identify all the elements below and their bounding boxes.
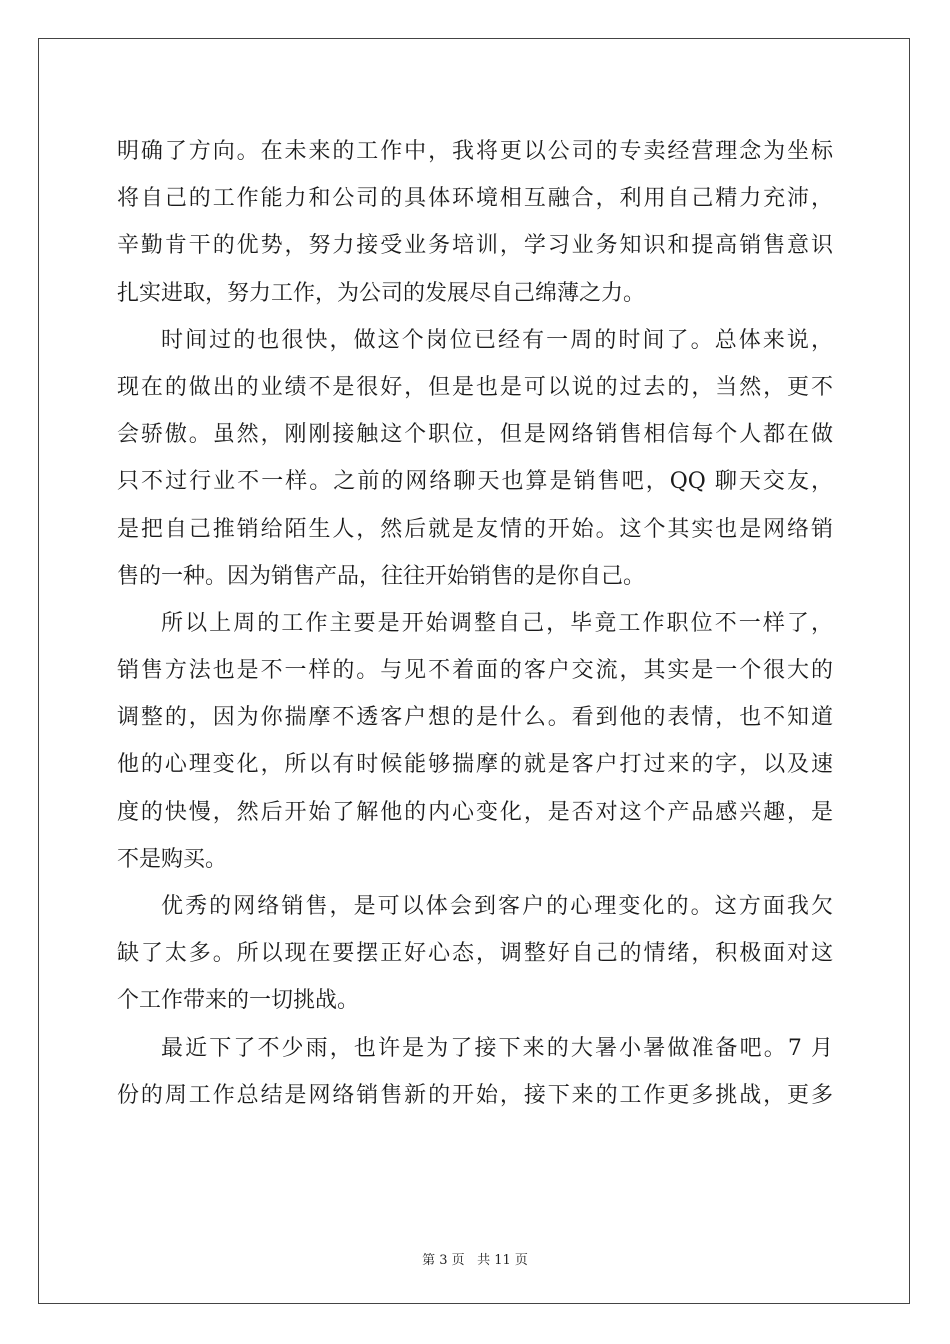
text-line: 会骄傲。虽然，刚刚接触这个职位，但是网络销售相信每个人都在做 <box>117 422 833 448</box>
text-line: 销售方法也是不一样的。与见不着面的客户交流，其实是一个很大的 <box>117 658 833 684</box>
text-line: 是把自己推销给陌生人，然后就是友情的开始。这个其实也是网络销 <box>117 516 833 542</box>
page-total: 共 11 页 <box>477 1253 528 1268</box>
text-line: 将自己的工作能力和公司的具体环境相互融合，利用自己精力充沛， <box>117 186 833 212</box>
text-line: 个工作带来的一切挑战。 <box>117 988 360 1014</box>
text-line: 现在的做出的业绩不是很好，但是也是可以说的过去的，当然，更不 <box>117 374 833 400</box>
text-line: 不是购买。 <box>117 846 228 872</box>
text-line: 缺了太多。所以现在要摆正好心态，调整好自己的情绪，积极面对这 <box>117 941 833 967</box>
text-line: 所以上周的工作主要是开始调整自己，毕竟工作职位不一样了， <box>161 610 833 636</box>
text-line: 时间过的也很快，做这个岗位已经有一周的时间了。总体来说， <box>161 327 833 353</box>
text-line: 售的一种。因为销售产品，往往开始销售的是你自己。 <box>117 563 646 589</box>
text-line: 只不过行业不一样。之前的网络聊天也算是销售吧，QQ 聊天交友， <box>117 469 833 495</box>
text-line: 最近下了不少雨，也许是为了接下来的大暑小暑做准备吧。7 月 <box>161 1035 833 1061</box>
page-number: 第 3 页 <box>422 1253 465 1268</box>
page-footer <box>0 1249 950 1268</box>
text-line: 调整的，因为你揣摩不透客户想的是什么。看到他的表情，也不知道 <box>117 705 833 731</box>
text-line: 他的心理变化，所以有时候能够揣摩的就是客户打过来的字，以及速 <box>117 752 833 778</box>
text-line: 优秀的网络销售，是可以体会到客户的心理变化的。这方面我欠 <box>161 894 833 919</box>
text-line: 度的快慢，然后开始了解他的内心变化，是否对这个产品感兴趣，是 <box>117 799 833 825</box>
text-line: 扎实进取，努力工作，为公司的发展尽自己绵薄之力。 <box>117 280 646 306</box>
text-line: 明确了方向。在未来的工作中，我将更以公司的专卖经营理念为坐标 <box>117 139 833 164</box>
document-body <box>117 128 833 1119</box>
text-line: 辛勤肯干的优势，努力接受业务培训，学习业务知识和提高销售意识 <box>117 233 833 259</box>
text-line: 份的周工作总结是网络销售新的开始，接下来的工作更多挑战，更多 <box>117 1082 833 1108</box>
footer-spacer <box>465 1253 477 1268</box>
